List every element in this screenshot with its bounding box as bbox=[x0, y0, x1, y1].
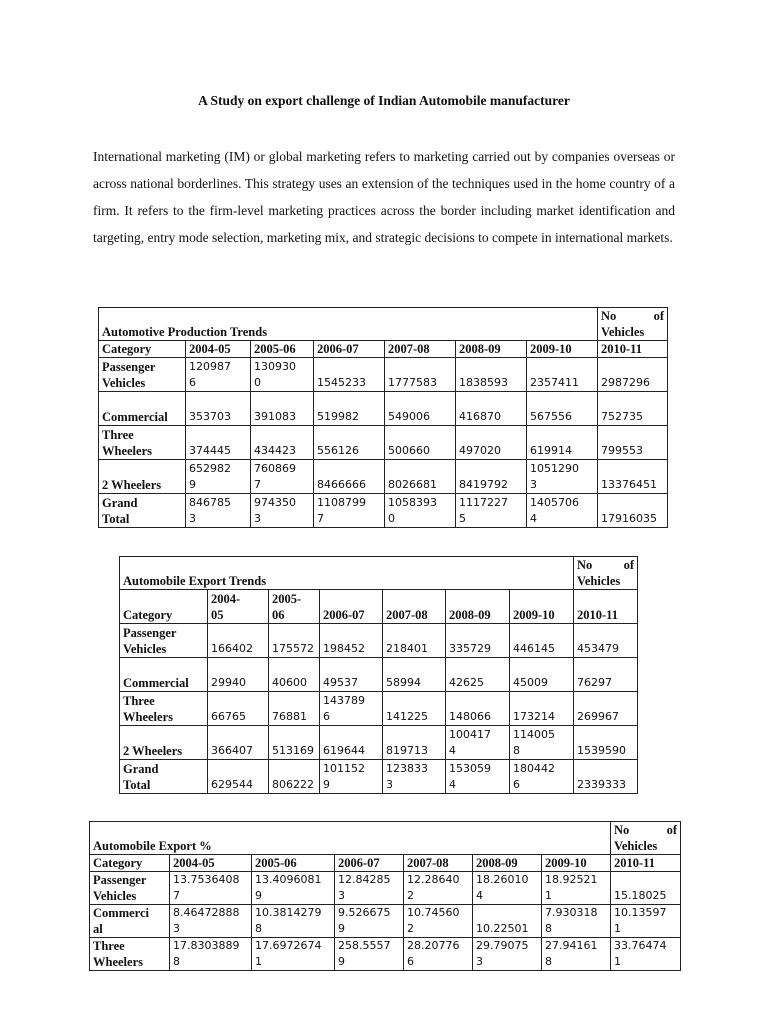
table-header-row bbox=[90, 855, 681, 872]
table-cell: 1539590 bbox=[574, 726, 638, 760]
unit-label: No of Vehicles bbox=[574, 557, 638, 590]
table-cell: 17.6972674 1 bbox=[252, 938, 335, 971]
table-cell: 143789 6 bbox=[320, 692, 383, 726]
table-cell: 1117227 5 bbox=[456, 494, 527, 528]
table-header-row bbox=[120, 590, 638, 624]
column-header: 2007-08 bbox=[404, 855, 473, 872]
table-cell: 446145 bbox=[510, 624, 574, 658]
table-cell: 66765 bbox=[208, 692, 269, 726]
table-cell: 8.46472888 3 bbox=[170, 905, 252, 938]
table-cell: 9.526675 9 bbox=[335, 905, 404, 938]
column-header: 2005-06 bbox=[251, 341, 314, 358]
table-row bbox=[99, 426, 668, 460]
table-row bbox=[99, 494, 668, 528]
table-cell: 76297 bbox=[574, 658, 638, 692]
table-row bbox=[120, 658, 638, 692]
table-cell: 1838593 bbox=[456, 358, 527, 392]
table-cell: 2357411 bbox=[527, 358, 598, 392]
table-cell: 218401 bbox=[383, 624, 446, 658]
table-cell: 58994 bbox=[383, 658, 446, 692]
column-header: 2010-11 bbox=[611, 855, 681, 872]
table-row bbox=[90, 872, 681, 905]
table-cell: 123833 3 bbox=[383, 760, 446, 794]
table-cell: 974350 3 bbox=[251, 494, 314, 528]
table-cell: 13.7536408 7 bbox=[170, 872, 252, 905]
table-cell: 27.94161 8 bbox=[542, 938, 611, 971]
export-percent-table bbox=[89, 821, 681, 971]
table-cell: 760869 7 bbox=[251, 460, 314, 494]
column-header: 2009-10 bbox=[527, 341, 598, 358]
table-cell: 567556 bbox=[527, 392, 598, 426]
table-cell: 153059 4 bbox=[446, 760, 510, 794]
table-row bbox=[99, 392, 668, 426]
column-header: 2006-07 bbox=[314, 341, 385, 358]
table-cell: 1051290 3 bbox=[527, 460, 598, 494]
row-label: Grand Total bbox=[120, 760, 208, 794]
table-cell: 335729 bbox=[446, 624, 510, 658]
table-cell: 2339333 bbox=[574, 760, 638, 794]
row-label: Passenger Vehicles bbox=[90, 872, 170, 905]
table-cell: 1545233 bbox=[314, 358, 385, 392]
table-cell: 819713 bbox=[383, 726, 446, 760]
column-header: 2010-11 bbox=[598, 341, 668, 358]
table-row bbox=[90, 938, 681, 971]
column-header: Category bbox=[90, 855, 170, 872]
table-cell: 1108799 7 bbox=[314, 494, 385, 528]
table-cell: 10.13597 1 bbox=[611, 905, 681, 938]
column-header: 2008-09 bbox=[456, 341, 527, 358]
table-cell: 8466666 bbox=[314, 460, 385, 494]
table-cell: 120987 6 bbox=[186, 358, 251, 392]
row-label: Passenger Vehicles bbox=[120, 624, 208, 658]
export-trends-table bbox=[119, 556, 638, 794]
column-header: 2007-08 bbox=[385, 341, 456, 358]
table-cell: 166402 bbox=[208, 624, 269, 658]
table-caption: Automobile Export Trends bbox=[120, 557, 574, 590]
row-label: 2 Wheelers bbox=[120, 726, 208, 760]
unit-label: No of Vehicles bbox=[611, 822, 681, 855]
table-cell: 500660 bbox=[385, 426, 456, 460]
table-cell: 141225 bbox=[383, 692, 446, 726]
table-cell: 13376451 bbox=[598, 460, 668, 494]
table-cell: 173214 bbox=[510, 692, 574, 726]
column-header: 2007-08 bbox=[383, 590, 446, 624]
table-cell: 28.20776 6 bbox=[404, 938, 473, 971]
table-cell: 652982 9 bbox=[186, 460, 251, 494]
table-caption-row bbox=[120, 557, 638, 590]
table-cell: 353703 bbox=[186, 392, 251, 426]
column-header: 2004- 05 bbox=[208, 590, 269, 624]
table-cell: 1777583 bbox=[385, 358, 456, 392]
table-cell: 40600 bbox=[269, 658, 320, 692]
table-cell: 12.84285 3 bbox=[335, 872, 404, 905]
table-cell: 100417 4 bbox=[446, 726, 510, 760]
table-cell: 175572 bbox=[269, 624, 320, 658]
table-cell: 76881 bbox=[269, 692, 320, 726]
table-cell: 42625 bbox=[446, 658, 510, 692]
unit-label: No of Vehicles bbox=[598, 308, 668, 341]
table-cell: 101152 9 bbox=[320, 760, 383, 794]
table-cell: 497020 bbox=[456, 426, 527, 460]
table-cell: 8419792 bbox=[456, 460, 527, 494]
table-row bbox=[120, 726, 638, 760]
table-cell: 114005 8 bbox=[510, 726, 574, 760]
table-header-row bbox=[99, 341, 668, 358]
table-cell: 416870 bbox=[456, 392, 527, 426]
table-cell: 619644 bbox=[320, 726, 383, 760]
table-cell: 10.74560 2 bbox=[404, 905, 473, 938]
intro-paragraph: International marketing (IM) or global marketing refers to marketing carried out by companies overseas or across national borderlines. This strategy uses an extension of the techniques used in the home country of a firm. It refers to the firm-level marketing practices across the border including market identification and targeting, entry mode selection, marketing mix, and strategic decisions to compete in international markets. bbox=[93, 149, 675, 245]
row-label: Three Wheelers bbox=[99, 426, 186, 460]
table-row bbox=[99, 358, 668, 392]
column-header: 2006-07 bbox=[335, 855, 404, 872]
table-cell: 17916035 bbox=[598, 494, 668, 528]
table-cell: 846785 3 bbox=[186, 494, 251, 528]
column-header: Category bbox=[120, 590, 208, 624]
column-header: 2004-05 bbox=[186, 341, 251, 358]
column-header: 2006-07 bbox=[320, 590, 383, 624]
table-cell: 148066 bbox=[446, 692, 510, 726]
table-cell: 18.26010 4 bbox=[473, 872, 542, 905]
table-cell: 180442 6 bbox=[510, 760, 574, 794]
table-cell: 15.18025 bbox=[611, 872, 681, 905]
table-row bbox=[120, 624, 638, 658]
table-cell: 453479 bbox=[574, 624, 638, 658]
table-caption-row bbox=[99, 308, 668, 341]
column-header: 2008-09 bbox=[473, 855, 542, 872]
table-cell: 49537 bbox=[320, 658, 383, 692]
table-cell: 549006 bbox=[385, 392, 456, 426]
table-cell: 374445 bbox=[186, 426, 251, 460]
table-cell: 13.4096081 9 bbox=[252, 872, 335, 905]
table-cell: 556126 bbox=[314, 426, 385, 460]
table-cell: 1058393 0 bbox=[385, 494, 456, 528]
table-cell: 10.3814279 8 bbox=[252, 905, 335, 938]
column-header: 2009-10 bbox=[510, 590, 574, 624]
table-caption: Automobile Export % bbox=[90, 822, 611, 855]
row-label: Commerci al bbox=[90, 905, 170, 938]
column-header: 2010-11 bbox=[574, 590, 638, 624]
table-cell: 7.930318 8 bbox=[542, 905, 611, 938]
table-cell: 366407 bbox=[208, 726, 269, 760]
table-caption-row bbox=[90, 822, 681, 855]
table-cell: 2987296 bbox=[598, 358, 668, 392]
document-title: A Study on export challenge of Indian Automobile manufacturer bbox=[198, 93, 570, 108]
table-row bbox=[120, 760, 638, 794]
row-label: 2 Wheelers bbox=[99, 460, 186, 494]
table-row bbox=[90, 905, 681, 938]
table-cell: 629544 bbox=[208, 760, 269, 794]
table-caption: Automotive Production Trends bbox=[99, 308, 598, 341]
table-cell: 18.92521 1 bbox=[542, 872, 611, 905]
table-cell: 45009 bbox=[510, 658, 574, 692]
column-header: 2008-09 bbox=[446, 590, 510, 624]
table-cell: 12.28640 2 bbox=[404, 872, 473, 905]
column-header: 2005-06 bbox=[252, 855, 335, 872]
column-header: Category bbox=[99, 341, 186, 358]
table-row bbox=[120, 692, 638, 726]
table-cell: 17.8303889 8 bbox=[170, 938, 252, 971]
row-label: Three Wheelers bbox=[120, 692, 208, 726]
table-cell: 806222 bbox=[269, 760, 320, 794]
table-cell: 513169 bbox=[269, 726, 320, 760]
table-cell: 29940 bbox=[208, 658, 269, 692]
table-cell: 752735 bbox=[598, 392, 668, 426]
table-cell: 619914 bbox=[527, 426, 598, 460]
table-cell: 29.79075 3 bbox=[473, 938, 542, 971]
table-cell: 1405706 4 bbox=[527, 494, 598, 528]
table-cell: 799553 bbox=[598, 426, 668, 460]
row-label: Three Wheelers bbox=[90, 938, 170, 971]
table-cell: 391083 bbox=[251, 392, 314, 426]
column-header: 2004-05 bbox=[170, 855, 252, 872]
row-label: Commercial bbox=[99, 392, 186, 426]
row-label: Commercial bbox=[120, 658, 208, 692]
column-header: 2009-10 bbox=[542, 855, 611, 872]
table-cell: 434423 bbox=[251, 426, 314, 460]
production-trends-table bbox=[98, 307, 668, 528]
table-cell: 8026681 bbox=[385, 460, 456, 494]
row-label: Passenger Vehicles bbox=[99, 358, 186, 392]
table-cell: 33.76474 1 bbox=[611, 938, 681, 971]
table-cell: 130930 0 bbox=[251, 358, 314, 392]
table-row bbox=[99, 460, 668, 494]
table-cell: 10.22501 bbox=[473, 905, 542, 938]
row-label: Grand Total bbox=[99, 494, 186, 528]
table-cell: 269967 bbox=[574, 692, 638, 726]
table-cell: 258.5557 9 bbox=[335, 938, 404, 971]
table-cell: 198452 bbox=[320, 624, 383, 658]
column-header: 2005- 06 bbox=[269, 590, 320, 624]
table-cell: 519982 bbox=[314, 392, 385, 426]
